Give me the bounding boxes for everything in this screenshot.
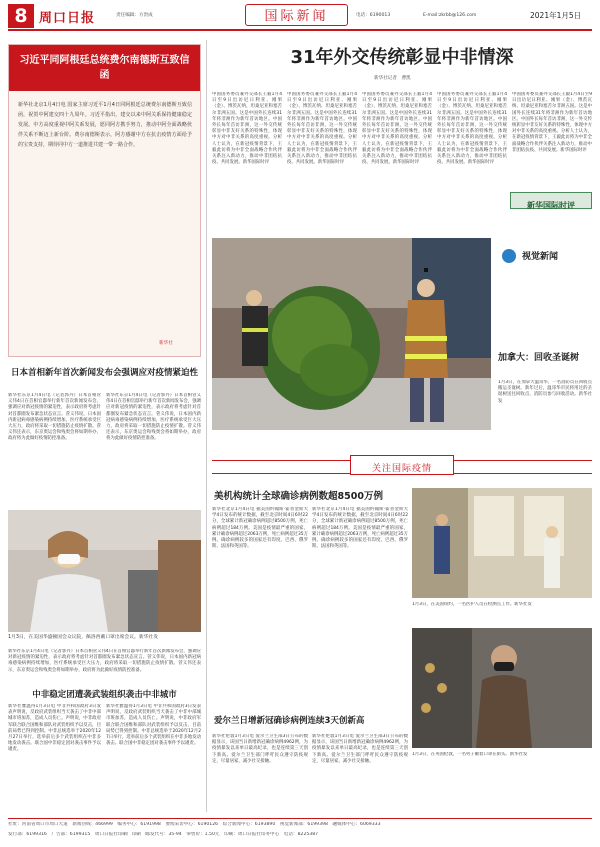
footer-line-2: 发行部：6199316 广告部：6199315 周口日报社印刷厂印刷 邮发代号：35-94 零售价：1.50元 印刷：周口日报社印务中心 电话：8225387 [8, 832, 319, 837]
comment-tag-text: 新华国际时评 [527, 201, 575, 210]
lead-body-col4: 中国国务委员兼外交部长王毅1月4日至9日出访尼日利亚、刚果（金）、博茨瓦纳、坦桑尼亚和塞舌尔非洲五国。这是中国外长连续31年将非洲作为新年首访地区。中国外长每年首访非洲，这一外交传统彰显中非友好关系的特殊性，体现中方对中非关系的高度重视。分析人士认为，在新冠疫情背景下，王毅此访将为中非全面战略合作伙伴关系注入新动力，推动中非团结抗疫、共同发展。新华国际时评 [437, 92, 507, 166]
japan-body-col1: 新华社东京1月4日电（记者郭丹）日本首相菅义伟4日在首相官邸举行新年首次新闻发布会，强调应对新冠疫情的紧迫性，表示政府将考虑针对首都圈发布紧急状态宣言。菅义伟说，日本国内新冠病毒感染病例持续增加，医疗系统承受巨大压力，政府将采取一切措施防止疫情扩散。菅义伟还表示，东京奥运会和残奥会将如期举办，政府将为此做好疫情防控准备。 [8, 393, 101, 442]
page-number: 8 [14, 5, 28, 27]
lead-body-col3: 中国国务委员兼外交部长王毅1月4日至9日出访尼日利亚、刚果（金）、博茨瓦纳、坦桑尼亚和塞舌尔非洲五国。这是中国外长连续31年将非洲作为新年首访地区。中国外长每年首访非洲，这一外交传统彰显中非友好关系的特殊性，体现中方对中非关系的高度重视。分析人士认为，在新冠疫情背景下，王毅此访将为中非全面战略合作伙伴关系注入新动力，推动中非团结抗疫、共同发展。新华国际时评 [362, 92, 432, 166]
footer-line-1: 社址：河南省周口市周口大道 新闻热线：466999 编务中心：6191998 要闻采访中心：6190126 综合新闻中心：6193890 视觉新闻部：6199398 融媒体中心：6069333 [8, 822, 381, 827]
pelosi-caption: 1月3日，在美国华盛顿国会众议院，佩洛西戴口罩出席会议。新华社发 [8, 635, 159, 640]
photo-caption: 1月3日，在加拿大温哥华，一名消防员在回收点搬运圣诞树。新年过后，温哥华市民将用过的圣诞树送往回收点，消防员参与回收活动。新华社发 [498, 380, 592, 404]
globe-icon [502, 249, 516, 263]
pelosi-body: 新华社东京1月4日电（记者郭丹）日本首相菅义伟4日在首相官邸举行新年首次新闻发布会，强调应对新冠疫情的紧迫性，表示政府将考虑针对首都圈发布紧急状态宣言。菅义伟说，日本国内新冠病毒感染病例持续增加，医疗系统承受巨大压力，政府将采取一切措施防止疫情扩散。菅义伟还表示，东京奥运会和残奥会将如期举办，政府将为此做好疫情防控准备。 [8, 649, 201, 673]
photo-three-caption: 1月3日，在英国伦敦，一名男子戴着口罩在街头。新华社发 [412, 752, 528, 757]
xi-box-header [9, 45, 200, 91]
christmas-tree-photo [212, 238, 491, 430]
lead-body-col2: 中国国务委员兼外交部长王毅1月4日至9日出访尼日利亚、刚果（金）、博茨瓦纳、坦桑尼亚和塞舌尔非洲五国。这是中国外长连续31年将非洲作为新年首访地区。中国外长每年首访非洲，这一外交传统彰显中非友好关系的特殊性，体现中方对中非关系的高度重视。分析人士认为，在新冠疫情背景下，王毅此访将为中非全面战略合作伙伴关系注入新动力，推动中非团结抗疫、共同发展。新华国际时评 [287, 92, 357, 166]
visual-news-label: 视觉新闻 [522, 252, 559, 262]
section-title: 国际新闻 [264, 9, 329, 24]
phone: 电话：6190013 [356, 13, 391, 18]
lead-headline: 31年外交传统彰显中非情深 [290, 47, 514, 68]
photo-three [412, 628, 592, 748]
xi-body: 新华社北京1月4日电 国家主席习近平1月4日同阿根廷总统费尔南德斯互致信函，祝贺中阿建交四十九周年。习近平指出，建交以来中阿关系保持健康稳定发展。中方高度重视中阿关系发展，愿同阿方携手努力，推动中阿全面战略伙伴关系不断迈上新台阶。费尔南德斯表示，阿方感谢中方在抗击疫情方面给予的宝贵支持，期待同中方一道推进共建一带一路合作。 [18, 102, 192, 148]
section-title-box [245, 4, 348, 26]
footer-rule [8, 818, 592, 819]
photo-headline: 加拿大：回收圣诞树 [498, 353, 580, 363]
photo-two-caption: 1月3日，在美国纽约，一名医护人员在检测点工作。新华社发 [412, 602, 532, 607]
japan-body-col2: 新华社东京1月4日电（记者郭丹）日本首相菅义伟4日在首相官邸举行新年首次新闻发布会，强调应对新冠疫情的紧迫性，表示政府将考虑针对首都圈发布紧急状态宣言。菅义伟说，日本国内新冠病毒感染病例持续增加，医疗系统承受巨大压力，政府将采取一切措施防止疫情扩散。菅义伟还表示，东京奥运会和残奥会将如期举办，政府将为此做好疫情防控准备。 [106, 393, 201, 442]
visual-news-badge [498, 246, 592, 266]
pelosi-photo [8, 510, 201, 632]
xi-source: 新华社 [159, 341, 173, 346]
epidemic-banner [212, 460, 592, 474]
testing-site-photo [412, 488, 592, 598]
japan-headline: 日本首相新年首次新闻发布会强调应对疫情紧迫性 [10, 368, 198, 378]
us-body-col2: 新华社北京1月4日电 据美国约翰斯·霍普金斯大学4日发布的统计数据，截至北京时间4日6时22分，全球累计新冠确诊病例超过8500万例，死亡病例超过184万例。美国是疫情最严重的国家，累计确诊病例超过2063万例，死亡病例超过35万例。确诊病例较多的国家还有印度、巴西、俄罗斯、法国和英国等。 [312, 507, 408, 550]
uk-body-col1: 新华社伦敦1月3日电 爱尔兰卫生部3日公布的数据显示，该国当日新增新冠确诊病例4962例，为疫情暴发以来单日最高纪录，也是连续第三天创下新高。爱尔兰卫生部门呼吁民众遵守防疫规定，尽量居家，减少社交接触。 [212, 734, 308, 764]
epidemic-banner-box [350, 455, 454, 475]
xi-box [8, 44, 201, 357]
lead-body-col5: 中国国务委员兼外交部长王毅1月4日至9日出访尼日利亚、刚果（金）、博茨瓦纳、坦桑尼亚和塞舌尔非洲五国。这是中国外长连续31年将非洲作为新年首访地区。中国外长每年首访非洲，这一外交传统彰显中非友好关系的特殊性，体现中方对中非关系的高度重视。分析人士认为，在新冠疫情背景下，王毅此访将为中非全面战略合作伙伴关系注入新动力，推动中非团结抗疫、共同发展。新华国际时评 [512, 92, 592, 153]
main-photo [212, 238, 491, 430]
photo-two [412, 488, 592, 598]
issue-date: 2021年1月5日 [530, 11, 582, 20]
us-headline: 美机构统计全球确诊病例数超8500万例 [214, 491, 383, 502]
editor-credit: 责任编辑：方贵成 [116, 13, 153, 18]
masthead [8, 4, 592, 28]
left-column-divider [206, 40, 207, 812]
comment-tag [510, 192, 592, 209]
street-mask-photo [412, 628, 592, 748]
lead-byline: 新华社记者 曹凯 [374, 76, 411, 81]
epidemic-banner-text: 关注国际疫情 [371, 464, 432, 474]
car-body-col2: 新华社雅温得1月3日电 中非共和国政府3日发表声明说，反政府武装组织当天袭击了中非中部城市班加苏，造成人员伤亡。声明说，中非政府军联合联合国维和部队对武装组织予以反击，目前局势已得到控制。中非总统选举于2020年12月27日举行，选举前后多个武装组织在中非多地发动袭击。联合国中非稳定团对袭击事件予以谴责。 [106, 704, 201, 747]
uk-body-col2: 新华社伦敦1月3日电 爱尔兰卫生部3日公布的数据显示，该国当日新增新冠确诊病例4962例，为疫情暴发以来单日最高纪录，也是连续第三天创下新高。爱尔兰卫生部门呼吁民众遵守防疫规定，尽量居家，减少社交接触。 [312, 734, 408, 764]
pelosi-photo-image [8, 510, 201, 632]
lead-body-col1: 中国国务委员兼外交部长王毅1月4日至9日出访尼日利亚、刚果（金）、博茨瓦纳、坦桑尼亚和塞舌尔非洲五国。这是中国外长连续31年将非洲作为新年首访地区。中国外长每年首访非洲，这一外交传统彰显中非友好关系的特殊性，体现中方对中非关系的高度重视。分析人士认为，在新冠疫情背景下，王毅此访将为中非全面战略合作伙伴关系注入新动力，推动中非团结抗疫、共同发展。新华国际时评 [212, 92, 282, 166]
page-number-box [8, 4, 34, 28]
car-body-col1: 新华社雅温得1月3日电 中非共和国政府3日发表声明说，反政府武装组织当天袭击了中非中部城市班加苏，造成人员伤亡。声明说，中非政府军联合联合国维和部队对武装组织予以反击，目前局势已得到控制。中非总统选举于2020年12月27日举行，选举前后多个武装组织在中非多地发动袭击。联合国中非稳定团对袭击事件予以谴责。 [8, 704, 101, 753]
email: E-mail:zkrbb@126.com [423, 13, 477, 18]
newspaper-logo: 周口日报 [39, 11, 96, 26]
uk-headline: 爱尔兰日增新冠确诊病例连续3天创新高 [214, 716, 365, 726]
car-headline: 中非稳定团遭袭武装组织袭击中非城市 [32, 690, 177, 700]
xi-headline: 习近平同阿根廷总统费尔南德斯互致信函 [19, 55, 190, 81]
us-body-col1: 新华社北京1月4日电 据美国约翰斯·霍普金斯大学4日发布的统计数据，截至北京时间4日6时22分，全球累计新冠确诊病例超过8500万例，死亡病例超过184万例。美国是疫情最严重的国家，累计确诊病例超过2063万例，死亡病例超过35万例。确诊病例较多的国家还有印度、巴西、俄罗斯、法国和英国等。 [212, 507, 308, 550]
masthead-rule [8, 29, 592, 31]
